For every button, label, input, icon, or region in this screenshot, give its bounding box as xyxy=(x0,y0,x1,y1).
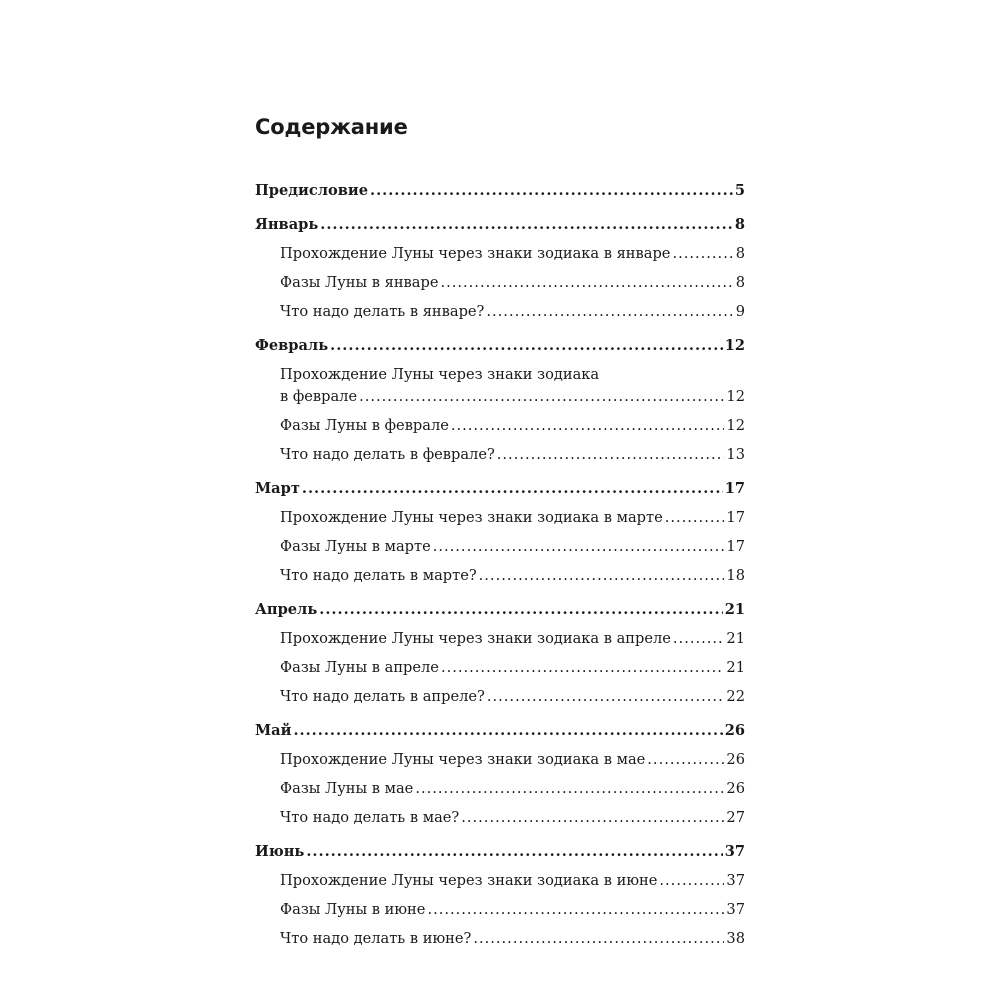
toc-page-number: 22 xyxy=(726,688,745,705)
toc-subentry-label: Прохождение Луны через знаки зодиака в январе xyxy=(280,245,671,262)
toc-section xyxy=(255,599,745,708)
toc-subentry-label: Прохождение Луны через знаки зодиака в июне xyxy=(280,872,658,889)
dot-leader xyxy=(473,928,724,950)
toc-subentry[interactable] xyxy=(255,657,745,679)
toc-subentry-label: Что надо делать в апреле? xyxy=(280,688,485,705)
toc-page-number: 26 xyxy=(726,780,745,797)
toc-subentry[interactable] xyxy=(255,415,745,437)
toc-subentry[interactable] xyxy=(255,536,745,558)
toc-page-number: 37 xyxy=(724,843,745,860)
dot-leader xyxy=(319,599,722,621)
toc-subentry[interactable] xyxy=(255,565,745,587)
toc-subentry-label: Прохождение Луны через знаки зодиака в апреле xyxy=(280,630,671,647)
toc-subentry[interactable] xyxy=(255,778,745,800)
toc-subentry[interactable] xyxy=(255,899,745,921)
dot-leader xyxy=(487,686,725,708)
toc-subentry[interactable] xyxy=(255,272,745,294)
toc-page-number: 17 xyxy=(724,480,745,497)
page-title: Содержание xyxy=(255,115,408,139)
toc-page-number: 8 xyxy=(735,245,745,262)
dot-leader xyxy=(497,444,725,466)
toc-section xyxy=(255,180,745,202)
dot-leader xyxy=(330,335,723,357)
dot-leader xyxy=(427,899,724,921)
toc-subentry[interactable] xyxy=(255,749,745,771)
dot-leader xyxy=(479,565,725,587)
toc-subentry-label: Фазы Луны в июне xyxy=(280,901,426,918)
dot-leader xyxy=(659,870,724,892)
toc-subentry-label-line2: в феврале xyxy=(280,388,358,405)
toc-page-number: 26 xyxy=(726,751,745,768)
toc-entry-april[interactable] xyxy=(255,599,745,621)
dot-leader xyxy=(486,301,733,323)
toc-subentry-label: Что надо делать в марте? xyxy=(280,567,477,584)
toc-subentry[interactable] xyxy=(255,686,745,708)
toc-page-number: 17 xyxy=(726,509,745,526)
toc-page-number: 17 xyxy=(726,538,745,555)
toc-subentry[interactable] xyxy=(255,243,745,265)
toc-entry-preface[interactable] xyxy=(255,180,745,202)
dot-leader xyxy=(673,628,725,650)
toc-entry-label: Февраль xyxy=(255,337,329,354)
toc-entry-may[interactable] xyxy=(255,720,745,742)
toc-entry-label: Предисловие xyxy=(255,182,368,199)
toc-page-number: 27 xyxy=(726,809,745,826)
dot-leader xyxy=(433,536,725,558)
toc-section xyxy=(255,720,745,829)
toc-entry-january[interactable] xyxy=(255,214,745,236)
toc-page-number: 37 xyxy=(726,872,745,889)
dot-leader xyxy=(451,415,725,437)
toc-page-number: 12 xyxy=(724,337,745,354)
toc-subentry[interactable] xyxy=(255,364,745,408)
toc-section xyxy=(255,214,745,323)
toc-subentry-label: Что надо делать в июне? xyxy=(280,930,472,947)
toc-section xyxy=(255,335,745,466)
dot-leader xyxy=(647,749,724,771)
dot-leader xyxy=(665,507,725,529)
dot-leader xyxy=(415,778,724,800)
toc-entry-february[interactable] xyxy=(255,335,745,357)
toc-subentry[interactable] xyxy=(255,870,745,892)
dot-leader xyxy=(306,841,722,863)
toc-subentry-label-line1: Прохождение Луны через знаки зодиака xyxy=(280,366,600,383)
toc-page-number: 12 xyxy=(726,417,745,434)
dot-leader xyxy=(293,720,722,742)
toc-page-number: 26 xyxy=(724,722,745,739)
toc-entry-label: Май xyxy=(255,722,292,739)
toc-page-number: 5 xyxy=(734,182,745,199)
toc-subentry-label: Фазы Луны в январе xyxy=(280,274,439,291)
dot-leader xyxy=(440,272,733,294)
toc-subentry-label: Что надо делать в мае? xyxy=(280,809,460,826)
dot-leader xyxy=(302,478,723,500)
toc-entry-label: Апрель xyxy=(255,601,318,618)
dot-leader xyxy=(320,214,733,236)
dot-leader xyxy=(441,657,724,679)
toc-subentry-label: Фазы Луны в феврале xyxy=(280,417,449,434)
toc-page-number: 18 xyxy=(726,567,745,584)
toc-page-number: 21 xyxy=(726,630,745,647)
toc-page-number: 21 xyxy=(726,659,745,676)
toc-entry-march[interactable] xyxy=(255,478,745,500)
toc-subentry[interactable] xyxy=(255,628,745,650)
table-of-contents xyxy=(255,112,745,962)
toc-page-number: 21 xyxy=(724,601,745,618)
toc-subentry[interactable] xyxy=(255,444,745,466)
toc-entry-label: Март xyxy=(255,480,300,497)
toc-page-number: 8 xyxy=(734,216,745,233)
toc-subentry[interactable] xyxy=(255,301,745,323)
toc-subentry-label: Что надо делать в январе? xyxy=(280,303,485,320)
toc-page-number: 8 xyxy=(735,274,745,291)
toc-subentry[interactable] xyxy=(255,507,745,529)
toc-page-number: 37 xyxy=(726,901,745,918)
toc-entry-june[interactable] xyxy=(255,841,745,863)
toc-subentry-label: Фазы Луны в мае xyxy=(280,780,414,797)
dot-leader xyxy=(672,243,733,265)
toc-page-number: 9 xyxy=(735,303,745,320)
toc-subentry-label: Что надо делать в феврале? xyxy=(280,446,495,463)
toc-subentry[interactable] xyxy=(255,807,745,829)
dot-leader xyxy=(461,807,724,829)
toc-subentry-label: Фазы Луны в марте xyxy=(280,538,431,555)
toc-subentry-label: Прохождение Луны через знаки зодиака в мае xyxy=(280,751,646,768)
dot-leader xyxy=(370,180,733,202)
toc-page-number: 12 xyxy=(726,388,745,405)
toc-section xyxy=(255,478,745,587)
toc-entry-label: Июнь xyxy=(255,843,305,860)
dot-leader xyxy=(359,386,724,408)
toc-page-number: 38 xyxy=(726,930,745,947)
toc-section xyxy=(255,841,745,950)
toc-entry-label: Январь xyxy=(255,216,319,233)
toc-subentry-label: Прохождение Луны через знаки зодиака в марте xyxy=(280,509,663,526)
toc-subentry-label: Фазы Луны в апреле xyxy=(280,659,439,676)
toc-page-number: 13 xyxy=(726,446,745,463)
toc-subentry[interactable] xyxy=(255,928,745,950)
toc-subentry-line2 xyxy=(280,386,745,408)
